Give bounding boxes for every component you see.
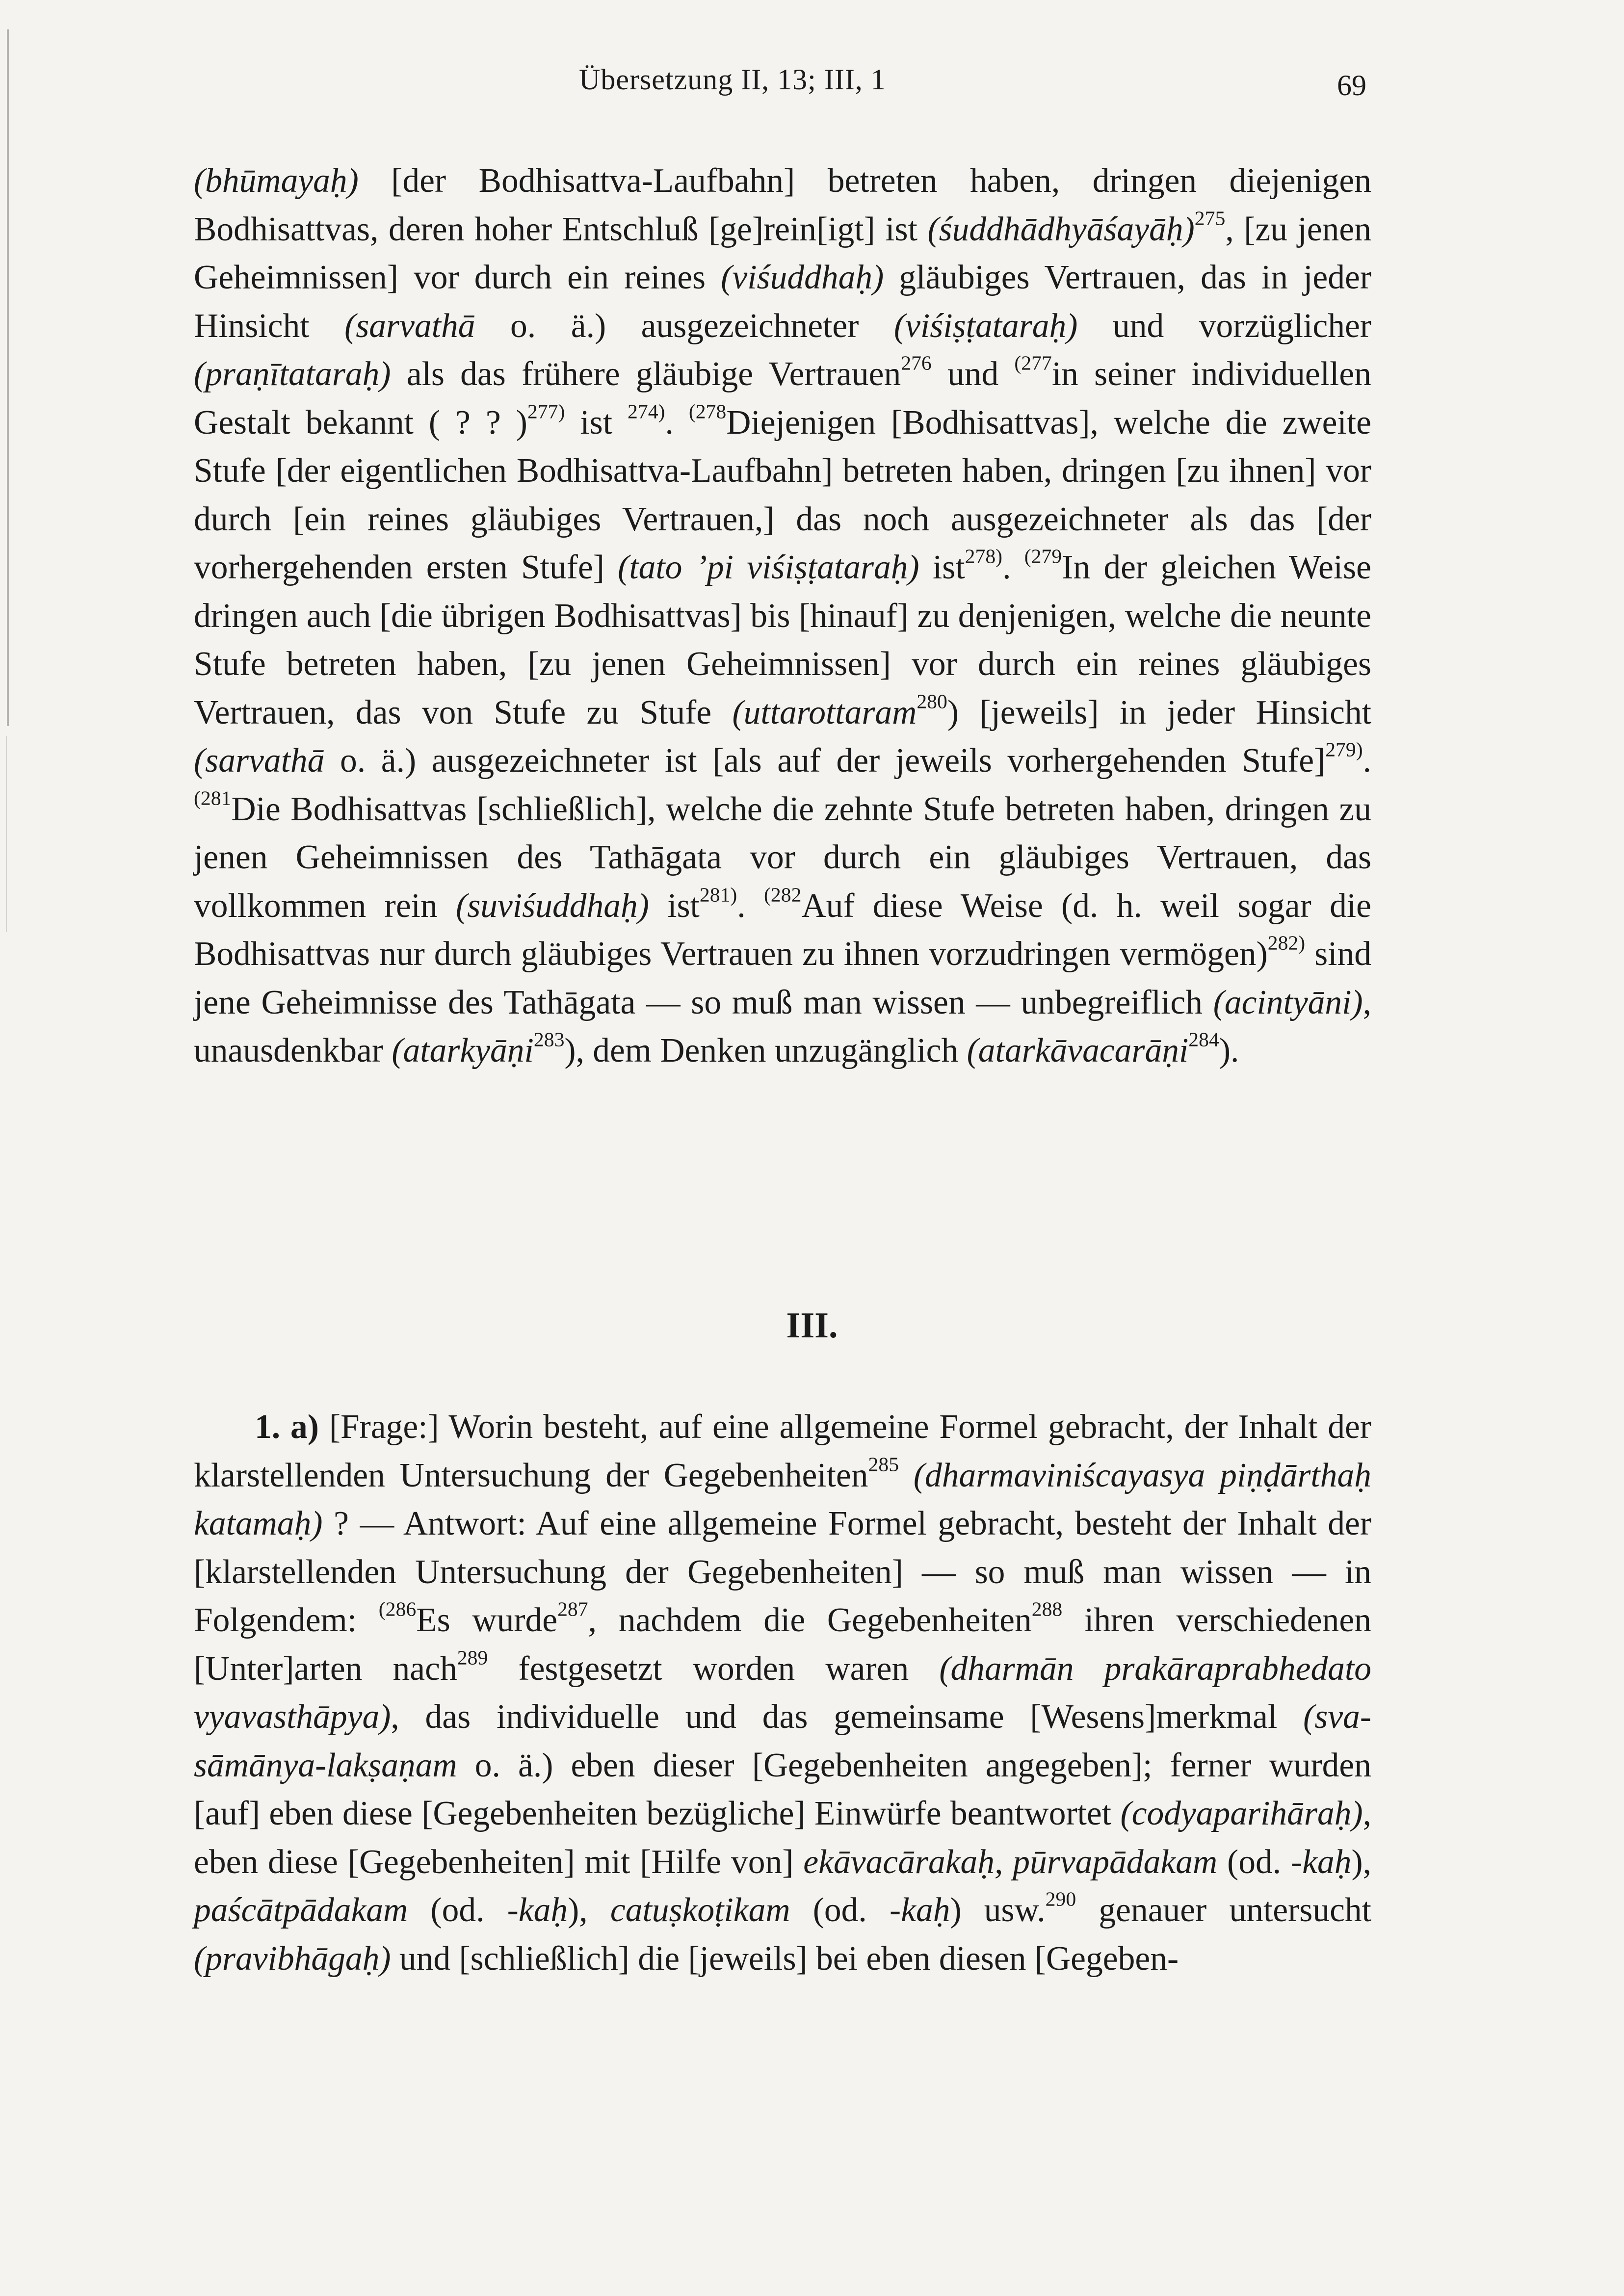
paragraph-continuation (194, 157, 1371, 1075)
paragraph-text: (bhūmayaḥ) [der Bodhisattva-Laufbahn] betreten haben, dringen diejenigen Bodhisattvas, deren hoher Entschluß [ge]rein[igt] ist (śuddhādhyāśayāḥ)$^{275}$, [zu jenen Geheimnissen] vor durch ein reines (viśuddhaḥ) gläubiges Vertrauen, das in jeder Hinsicht (sarvathā o. ä.) ausgezeichneter (viśiṣṭataraḥ) und vorzüglicher (praṇītataraḥ) als das frühere gläubige Vertrauen$^{276}$ und $^{(277}$in seiner individuellen Gestalt bekannt ( ? ? )$^{277)}$ ist $^{274)}$. $^{(278}$Diejenigen [Bodhisattvas], welche die zweite Stufe [der eigentlichen Bodhisattva-Laufbahn] betreten haben, dringen [zu ihnen] vor durch [ein reines gläubiges Vertrauen,] das noch ausgezeichneter als das [der vorhergehenden ersten Stufe] (tato ’pi viśiṣṭataraḥ) ist$^{278)}$. $^{(279}$In der gleichen Weise dringen auch [die übrigen Bodhisattvas] bis [hinauf] zu denjenigen, welche die neunte Stufe betreten haben, [zu jenen Geheimnissen] vor durch ein reines gläubiges Vertrauen, das von Stufe zu Stufe (uttarottaram$^{280}$) [jeweils] in jeder Hinsicht (sarvathā o. ä.) ausgezeichneter ist [als auf der jeweils vorhergehenden Stufe]$^{279)}$. $^{(281}$Die Bodhisattvas [schließlich], welche die zehnte Stufe betreten haben, dringen zu jenen Geheimnissen des Tathāgata vor durch ein gläubiges Vertrauen, das vollkommen rein (suviśuddhaḥ) ist$^{281)}$. $^{(282}$Auf diese Weise (d. h. weil sogar die Bodhisattvas nur durch gläubiges Vertrauen zu ihnen vorzudringen vermögen)$^{282)}$ sind jene Geheimnisse des Tathāgata — so muß man wissen — unbegreiflich (acintyāni), unausdenkbar (atarkyāṇi$^{283}$), dem Denken unzugänglich (atarkāvacarāṇi$^{284}$). (194, 162, 1372, 1070)
scan-edge-line (7, 29, 9, 726)
running-title: Übersetzung II, 13; III, 1 (579, 63, 886, 96)
paragraph-text: 1. a) [Frage:] Worin besteht, auf eine allgemeine Formel gebracht, der Inhalt der klarstellenden Untersuchung der Gegebenheiten$^{285}$ (dharmaviniścayasya piṇḍārthaḥ katamaḥ) ? — Antwort: Auf eine allgemeine Formel gebracht, besteht der Inhalt der [klarstellenden Untersuchung der Gegebenheiten] — so muß man wissen — in Folgendem: $^{(286}$Es wurde$^{287}$, nachdem die Gegebenheiten$^{288}$ ihren verschiedenen [Unter]arten nach$^{289}$ festgesetzt worden waren (dharmān prakāraprabhedato vyavasthāpya), das individuelle und das gemeinsame [Wesens]merkmal (sva-sāmānya-lakṣaṇam o. ä.) eben dieser [Gegebenheiten angegeben]; ferner wurden [auf] eben diese [Gegebenheiten bezügliche] Einwürfe beantwortet (codyaparihāraḥ), eben diese [Gegebenheiten] mit [Hilfe von] ekāvacārakaḥ, pūrvapādakam (od. -kaḥ), paścātpādakam (od. -kaḥ), catuṣkoṭikam (od. -kaḥ) usw.$^{290}$ genauer untersucht (pravibhāgaḥ) und [schließlich] die [jeweils] bei eben diesen [Gegeben- (194, 1408, 1371, 1978)
page-number: 69 (1337, 69, 1366, 102)
paragraph-section-1a (194, 1403, 1371, 1983)
scan-edge-line-lower (6, 736, 7, 932)
section-heading: III. (786, 1305, 838, 1346)
item-number: 1. a) (255, 1408, 319, 1446)
